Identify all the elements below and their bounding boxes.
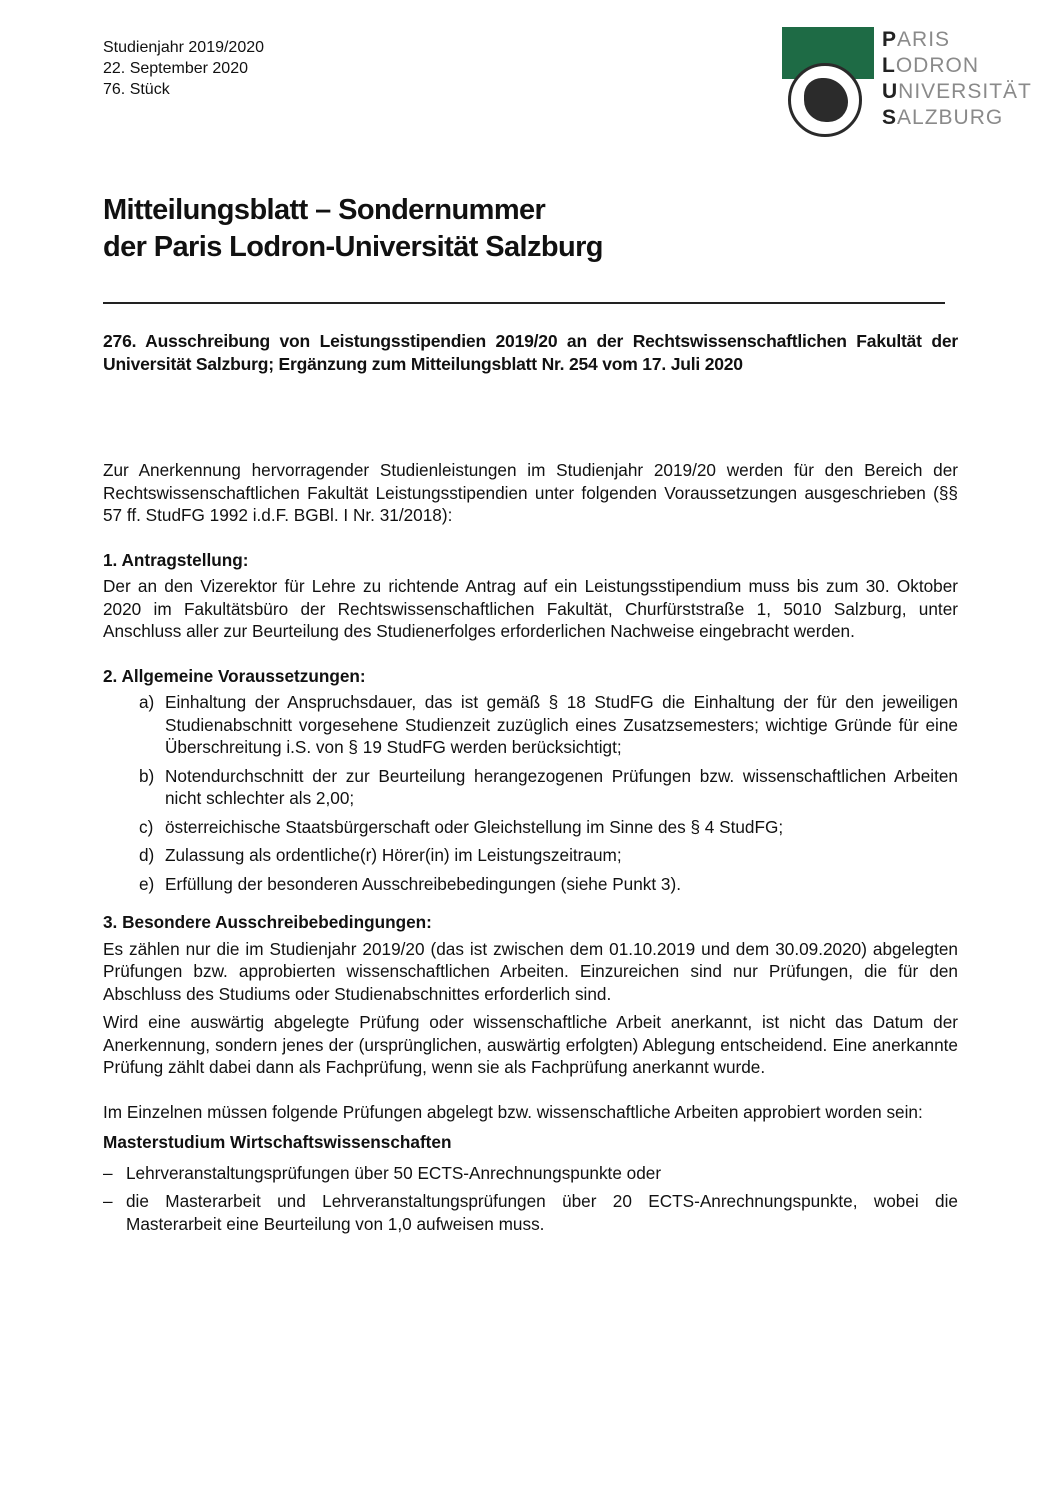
list-label: – xyxy=(103,1162,113,1183)
program-heading: Masterstudium Wirtschaftswissenschaften xyxy=(103,1132,452,1152)
logo-word: ODRON xyxy=(895,54,979,77)
issue-date: 22. September 2020 xyxy=(103,60,248,77)
logo-initial: S xyxy=(882,106,898,129)
list-label: b) xyxy=(139,765,155,786)
academic-year: Studienjahr 2019/2020 xyxy=(103,39,265,56)
title-divider xyxy=(103,302,945,304)
lion-emblem-icon xyxy=(788,63,862,137)
page-title xyxy=(103,192,603,266)
logo-word: NIVERSITÄT xyxy=(898,80,1032,103)
list-item xyxy=(103,691,958,759)
list-label: a) xyxy=(139,692,155,712)
list-item xyxy=(103,1190,958,1235)
intro-paragraph: Zur Anerkennung hervorragender Studienleistungen im Studienjahr 2019/20 werden für den Bereich der Rechtswissenschaftlichen Fakultät Leistungsstipendien unter folgenden Voraussetzungen ausgeschrieben (§§ 57 ff. StudFG 1992 i.d.F. BGBl. I Nr. 31/2018): xyxy=(103,460,958,525)
list-label: e) xyxy=(139,873,155,894)
logo-initial: U xyxy=(882,80,899,103)
logo-word: ARIS xyxy=(897,28,951,51)
section-paragraph: Im Einzelnen müssen folgende Prüfungen abgelegt bzw. wissenschaftliche Arbeiten approbiert worden sein: xyxy=(103,1101,923,1122)
list-item xyxy=(103,816,958,839)
list-text: Einhaltung der Anspruchsdauer, das ist gemäß § 18 StudFG die Einhaltung der für den jeweiligen Studienabschnitt vorgesehene Studienzeit zuzüglich eines Zusatzsemesters; wichtige Gründe für eine Überschreitung i.S. von § 19 StudFG werden berücksichtigt; xyxy=(165,692,958,757)
list-text: Erfüllung der besonderen Ausschreibebedingungen (siehe Punkt 3). xyxy=(165,873,681,894)
list-text: österreichische Staatsbürgerschaft oder Gleichstellung im Sinne des § 4 StudFG; xyxy=(165,816,784,837)
section-paragraph: Es zählen nur die im Studienjahr 2019/20 (das ist zwischen dem 01.10.2019 und dem 30.09.2020) abgelegten Prüfungen bzw. approbierten wissenschaftlichen Arbeiten. Einzureichen sind nur Prüfungen, die für den Abschluss des Studiums oder Studienabschnittes erforderlich sind. xyxy=(103,938,958,1004)
title-line: Mitteilungsblatt – Sondernummer xyxy=(103,194,546,226)
logo-wordmark xyxy=(882,27,1032,131)
announcement-heading: 276. Ausschreibung von Leistungsstipendien 2019/20 an der Rechtswissenschaftlichen Fakultät der Universität Salzburg; Ergänzung zum Mitteilungsblatt Nr. 254 vom 17. Juli 2020 xyxy=(103,331,958,374)
list-label: – xyxy=(103,1191,113,1211)
list-item xyxy=(103,765,958,810)
section-heading: 1. Antragstellung: xyxy=(103,549,249,570)
section-paragraph: Wird eine auswärtig abgelegte Prüfung oder wissenschaftliche Arbeit anerkannt, ist nicht das Datum der Anerkennung, sondern jenes der (ursprünglichen, auswärtig erfolgten) Ablegung entscheidend. Eine anerkannte Prüfung zählt dabei dann als Fachprüfung, wenn sie als Fachprüfung anerkannt wurde. xyxy=(103,1012,958,1077)
list-text: Zulassung als ordentliche(r) Hörer(in) im Leistungszeitraum; xyxy=(165,845,622,865)
logo-word: ALZBURG xyxy=(897,106,1004,129)
section-heading: 2. Allgemeine Voraussetzungen: xyxy=(103,665,366,686)
list-label: d) xyxy=(139,845,155,865)
requirements-list xyxy=(103,691,958,895)
list-item xyxy=(103,873,958,896)
title-line: der Paris Lodron-Universität Salzburg xyxy=(103,231,603,263)
logo-initial: L xyxy=(882,54,896,77)
section-paragraph: Der an den Vizerektor für Lehre zu richtende Antrag auf ein Leistungsstipendium muss bis zum 30. Oktober 2020 im Fakultätsbüro der Rechtswissenschaftlichen Fakultät, Churfürststraße 1, 5010 Salzburg, unter Anschluss aller zur Beurteilung des Studienerfolges erforderlichen Nachweise eingebracht werden. xyxy=(103,576,958,641)
university-logo xyxy=(780,27,1040,137)
list-item xyxy=(103,844,958,867)
section-heading: 3. Besondere Ausschreibebedingungen: xyxy=(103,912,432,932)
list-text: Lehrveranstaltungsprüfungen über 50 ECTS-Anrechnungspunkte oder xyxy=(126,1162,662,1183)
exam-requirements-list xyxy=(103,1162,958,1236)
list-text: Notendurchschnitt der zur Beurteilung herangezogenen Prüfungen bzw. wissenschaftlichen Arbeiten nicht schlechter als 2,00; xyxy=(165,765,958,808)
document-body xyxy=(103,330,958,1241)
list-label: c) xyxy=(139,816,154,837)
list-text: die Masterarbeit und Lehrveranstaltungsprüfungen über 20 ECTS-Anrechnungspunkte, wobei die Masterarbeit eine Beurteilung von 1,0 aufweisen muss. xyxy=(126,1191,958,1234)
issue-meta xyxy=(103,37,264,100)
issue-number: 76. Stück xyxy=(103,81,170,98)
logo-initial: P xyxy=(882,28,898,51)
list-item xyxy=(103,1162,958,1185)
